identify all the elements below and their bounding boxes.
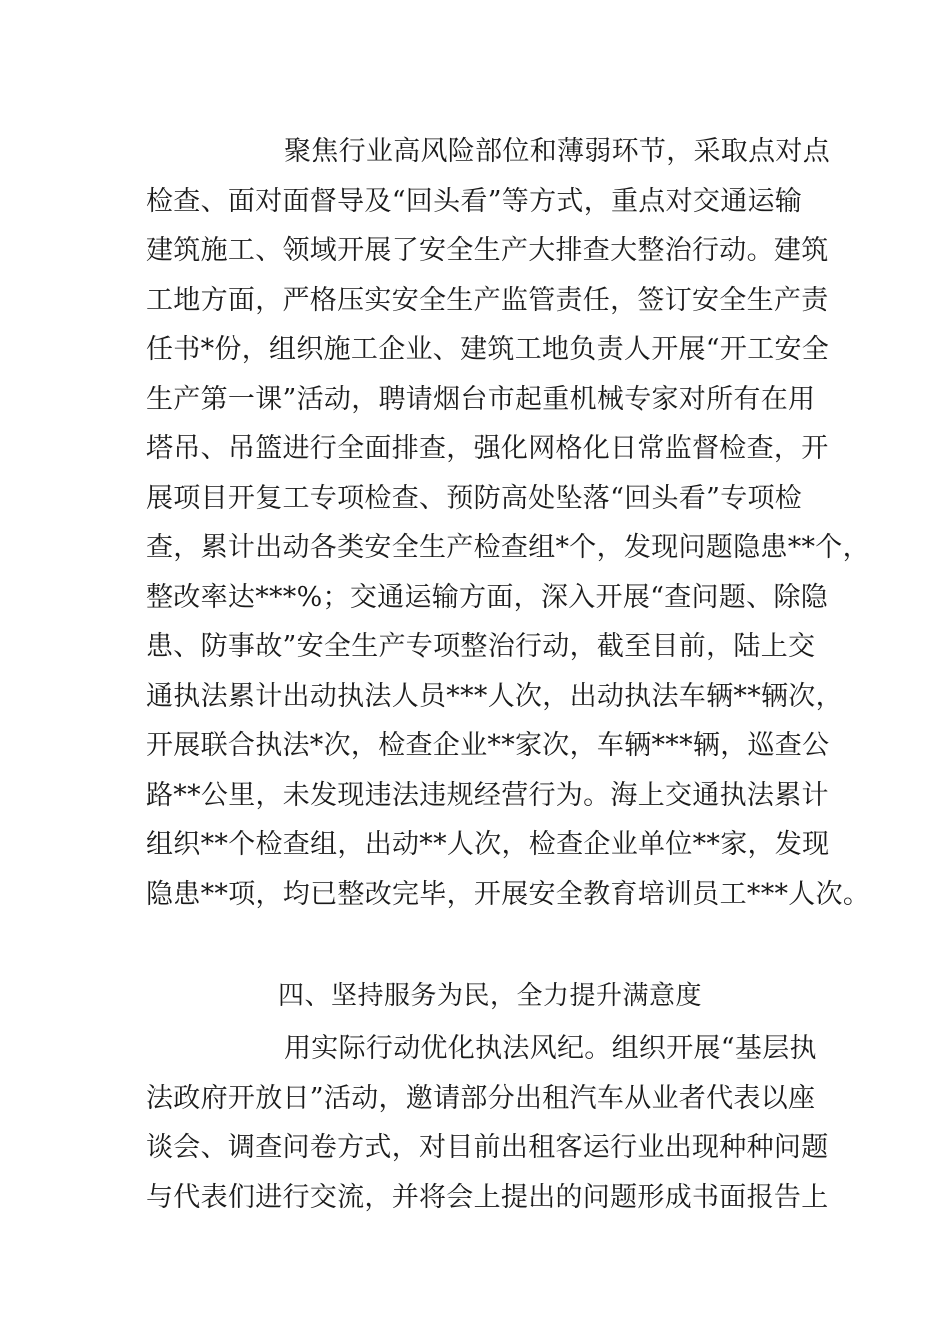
paragraph-1-line-15: 组织**个检查组，出动**人次，检查企业单位**家，发现 (146, 829, 830, 860)
paragraph-1-line-13: 开展联合执法*次，检查企业**家次，车辆***辆，巡查公 (146, 730, 830, 761)
paragraph-1-line-1: 聚焦行业高风险部位和薄弱环节，采取点对点 (284, 136, 830, 167)
paragraph-1-line-6: 生产第一课”活动，聘请烟台市起重机械专家对所有在用 (146, 384, 816, 415)
paragraph-1-line-10: 整改率达***%；交通运输方面，深入开展“查问题、除隐 (146, 582, 829, 613)
paragraph-1-line-3: 建筑施工、领域开展了安全生产大排查大整治行动。建筑 (146, 235, 829, 266)
paragraph-1-line-5: 任书*份，组织施工企业、建筑工地负责人开展“开工安全 (146, 334, 830, 365)
paragraph-2-line-1: 用实际行动优化执法风纪。组织开展“基层执 (284, 1033, 817, 1064)
paragraph-1-line-8: 展项目开复工专项检查、预防高处坠落“回头看”专项检 (146, 483, 803, 514)
paragraph-2-line-3: 谈会、调查问卷方式，对目前出租客运行业出现种种问题 (146, 1132, 829, 1163)
paragraph-1-line-9: 查，累计出动各类安全生产检查组*个，发现问题隐患**个， (146, 532, 870, 563)
paragraph-2-line-2: 法政府开放日”活动，邀请部分出租汽车从业者代表以座 (146, 1083, 816, 1114)
paragraph-1-line-11: 患、防事故”安全生产专项整治行动，截至目前，陆上交 (146, 631, 816, 662)
paragraph-1-line-14: 路**公里，未发现违法违规经营行为。海上交通执法累计 (146, 780, 829, 811)
section-heading: 四、坚持服务为民，全力提升满意度 (278, 981, 703, 1011)
paragraph-1-line-4: 工地方面，严格压实安全生产监管责任，签订安全生产责 (146, 285, 829, 316)
paragraph-2-line-4: 与代表们进行交流，并将会上提出的问题形成书面报告上 (146, 1182, 829, 1213)
paragraph-1-line-2: 检查、面对面督导及“回头看”等方式，重点对交通运输 (146, 186, 803, 217)
paragraph-1-line-12: 通执法累计出动执法人员***人次，出动执法车辆**辆次， (146, 681, 843, 712)
paragraph-1-line-7: 塔吊、吊篮进行全面排查，强化网格化日常监督检查，开 (146, 433, 829, 464)
paragraph-1-line-16: 隐患**项，均已整改完毕，开展安全教育培训员工***人次。 (146, 879, 871, 910)
